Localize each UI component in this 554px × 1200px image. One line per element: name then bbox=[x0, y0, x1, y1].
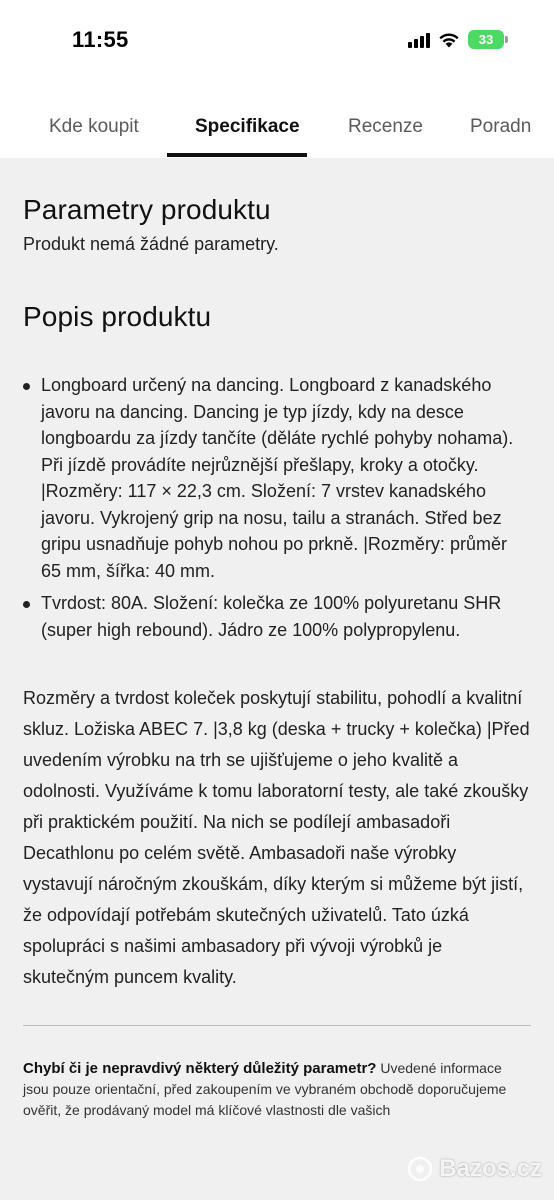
tab-bar bbox=[0, 82, 554, 158]
footer-text: Uvedené informace jsou pouze orientační, před zakoupením ve vybraném obchodě doporučujeme ověřit, že prodávaný model má klíčové vlastnosti dle vašich bbox=[23, 1060, 507, 1118]
params-note: Produkt nemá žádné parametry. bbox=[23, 234, 279, 254]
wifi-icon bbox=[438, 32, 460, 48]
status-bar bbox=[0, 0, 554, 82]
tab-kde-koupit[interactable]: Kde koupit bbox=[49, 116, 139, 137]
watermark bbox=[407, 1155, 542, 1183]
tab-specifikace[interactable]: Specifikace bbox=[195, 116, 300, 137]
description-body: Rozměry a tvrdost koleček poskytují stabilitu, pohodlí a kvalitní skluz. Ložiska ABEC 7. |3,8 kg (deska + trucky + kolečka) |Před uvedením výrobku na trh se ujišťujeme o jeho kvalitě a odolnosti. Využíváme k tomu laboratorní testy, ale také zkoušky při praktickém použití. Na nich se podílejí ambasadoři Decathlonu po celém světě. Ambasadoři naše výrobky vystavují náročným zkouškám, díky kterým si můžeme být jistí, že odpovídají potřebám skutečných uživatelů. Tato úzká spolupráci s našimi ambasadory při vývoji výrobků je skutečným puncem kvality. bbox=[23, 688, 530, 987]
status-icons bbox=[408, 30, 508, 49]
params-title: Parametry produktu bbox=[23, 194, 271, 225]
watermark-text: Bazos.cz bbox=[439, 1155, 542, 1182]
feature-item: Tvrdost: 80A. Složení: kolečka ze 100% polyuretanu SHR (super high rebound). Jádro ze 100% polypropylenu. bbox=[23, 590, 531, 643]
footer-note bbox=[23, 1058, 531, 1121]
description-title: Popis produktu bbox=[23, 301, 212, 332]
divider bbox=[23, 1025, 531, 1026]
top-area bbox=[0, 0, 554, 158]
status-time: 11:55 bbox=[72, 27, 129, 52]
tab-poradna[interactable]: Poradn bbox=[470, 116, 532, 137]
active-tab-indicator bbox=[167, 153, 307, 157]
specification-content bbox=[0, 194, 554, 1121]
battery-icon bbox=[468, 30, 508, 49]
feature-list bbox=[23, 372, 531, 643]
footer-question[interactable]: Chybí či je nepravdivý některý důležitý parametr? bbox=[23, 1060, 377, 1077]
feature-item: Longboard určený na dancing. Longboard z kanadského javoru na dancing. Dancing je typ jízdy, kdy na desce longboardu za jízdy tančíte (děláte rychlé pohyby nohama). Při jízdě provádíte nejrůznější přešlapy, kroky a otočky. |Rozměry: 117 × 22,3 cm. Složení: 7 vrstev kanadského javoru. Vykrojený grip na nosu, tailu a stranách. Střed bez gripu usnadňuje pohyb nohou po prkně. |Rozměry: průměr 65 mm, šířka: 40 mm. bbox=[23, 372, 531, 584]
bazos-logo-icon bbox=[407, 1156, 433, 1182]
battery-level: 33 bbox=[468, 30, 504, 49]
cellular-signal-icon bbox=[408, 32, 430, 48]
tab-recenze[interactable]: Recenze bbox=[348, 116, 423, 137]
